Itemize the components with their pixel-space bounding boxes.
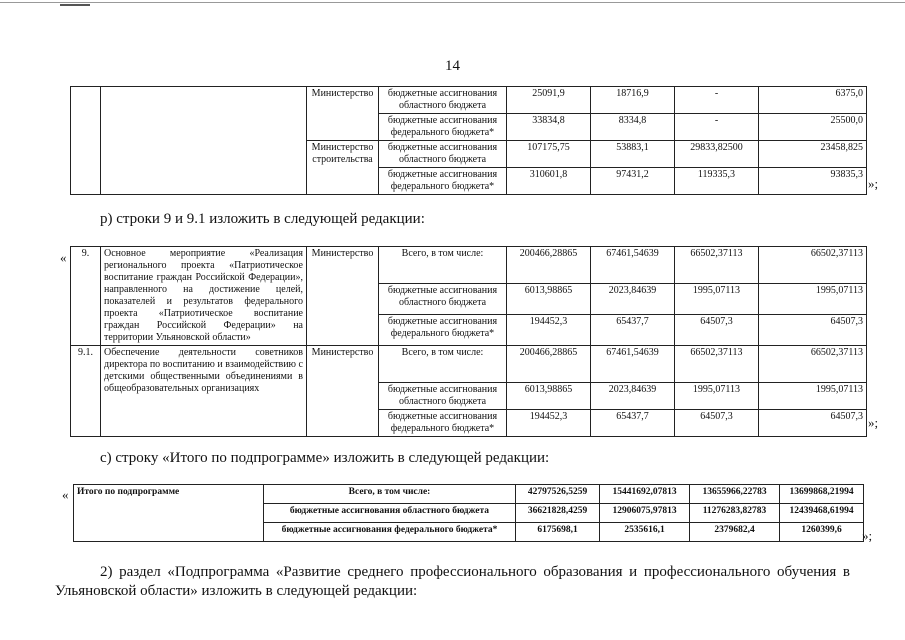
value-cell: 67461,54639 [591,247,675,284]
value-cell: 65437,7 [591,410,675,437]
heading-s: с) строку «Итого по подпрограмме» изложить в следующей редакции: [100,450,550,466]
value-cell: 13699868,21994 [780,485,864,504]
table-row [74,485,864,504]
value-cell: 23458,825 [759,141,867,168]
scan-mark [60,4,90,6]
table-total [73,484,864,542]
table-row [71,346,867,383]
source-cell: Всего, в том числе: [264,485,516,504]
table-row [71,87,867,114]
value-cell: 194452,3 [507,410,591,437]
table3-opening-quote: « [62,487,69,502]
value-cell: 2023,84639 [591,383,675,410]
value-cell: 200466,28865 [507,247,591,284]
value-cell: 64507,3 [759,315,867,346]
value-cell: 6175698,1 [516,523,600,542]
value-cell: 64507,3 [675,410,759,437]
source-cell: Всего, в том числе: [379,346,507,383]
row-number-cell: 9. [71,247,101,346]
value-cell: 53883,1 [591,141,675,168]
value-cell: 6013,98865 [507,383,591,410]
value-cell: 2535616,1 [600,523,690,542]
value-cell: 12906075,97813 [600,504,690,523]
source-cell: бюджетные ассигнования областного бюджета [379,383,507,410]
source-cell: бюджетные ассигнования федерального бюджета* [379,168,507,195]
row-number-cell: 9.1. [71,346,101,437]
table2-opening-quote: « [60,250,67,265]
value-cell: 6375,0 [759,87,867,114]
value-cell: 93835,3 [759,168,867,195]
value-cell: 310601,8 [507,168,591,195]
ministry-cell: Министерство [307,247,379,346]
value-cell: 1995,07113 [675,383,759,410]
source-cell: бюджетные ассигнования федерального бюджета* [379,410,507,437]
table-row [71,247,867,284]
table3-closing-quote: »; [862,528,873,543]
value-cell: 97431,2 [591,168,675,195]
source-cell: бюджетные ассигнования федерального бюджета* [379,114,507,141]
value-cell: 13655966,22783 [690,485,780,504]
value-cell: 12439468,61994 [780,504,864,523]
heading-p: р) строки 9 и 9.1 изложить в следующей редакции: [100,211,425,227]
ministry-cell: Министерство [307,346,379,437]
value-cell: 29833,82500 [675,141,759,168]
paragraph-section-2: 2) раздел «Подпрограмма «Развитие среднего профессионального образования и профессионального обучения в Ульяновской области» изложить в следующей редакции: [55,564,850,599]
value-cell: 1995,07113 [675,284,759,315]
value-cell: 11276283,82783 [690,504,780,523]
source-cell: бюджетные ассигнования федерального бюджета* [379,315,507,346]
value-cell: - [675,114,759,141]
source-cell: бюджетные ассигнования областного бюджета [264,504,516,523]
value-cell: 66502,37113 [675,346,759,383]
value-cell: 66502,37113 [675,247,759,284]
activity-name-cell: Основное мероприятие «Реализация регионального проекта «Патриотическое воспитание граждан Российской Федерации», направленного на достижение целей, показателей и результатов федерального проекта «Патриотическое воспитание граждан Российской Федерации» на территории Ульяновской области» [101,247,307,346]
value-cell: 64507,3 [675,315,759,346]
table2-closing-quote: »; [868,415,879,430]
value-cell: 64507,3 [759,410,867,437]
source-cell: Всего, в том числе: [379,247,507,284]
value-cell: 107175,75 [507,141,591,168]
table-continuation [70,86,867,195]
scan-edge-line [0,2,905,3]
value-cell: 119335,3 [675,168,759,195]
table-rows-9 [70,246,867,437]
value-cell: 18716,9 [591,87,675,114]
source-cell: бюджетные ассигнования федерального бюджета* [264,523,516,542]
total-title-cell: Итого по подпрограмме [74,485,264,542]
ministry-cell: Министерство [307,87,379,141]
value-cell: 66502,37113 [759,247,867,284]
page-number: 14 [445,58,460,74]
value-cell: - [675,87,759,114]
value-cell: 33834,8 [507,114,591,141]
value-cell: 1260399,6 [780,523,864,542]
value-cell: 25500,0 [759,114,867,141]
source-cell: бюджетные ассигнования областного бюджета [379,284,507,315]
source-cell: бюджетные ассигнования областного бюджета [379,87,507,114]
value-cell: 194452,3 [507,315,591,346]
value-cell: 6013,98865 [507,284,591,315]
empty-cell [71,87,101,195]
value-cell: 36621828,4259 [516,504,600,523]
value-cell: 42797526,5259 [516,485,600,504]
value-cell: 2379682,4 [690,523,780,542]
value-cell: 25091,9 [507,87,591,114]
empty-cell [101,87,307,195]
source-cell: бюджетные ассигнования областного бюджета [379,141,507,168]
value-cell: 200466,28865 [507,346,591,383]
activity-name-cell: Обеспечение деятельности советников директора по воспитанию и взаимодействию с детскими общественными объединениями в общеобразовательных организациях [101,346,307,437]
table1-closing-quote: »; [868,176,879,191]
value-cell: 8334,8 [591,114,675,141]
value-cell: 2023,84639 [591,284,675,315]
value-cell: 65437,7 [591,315,675,346]
value-cell: 1995,07113 [759,383,867,410]
value-cell: 15441692,07813 [600,485,690,504]
value-cell: 1995,07113 [759,284,867,315]
value-cell: 67461,54639 [591,346,675,383]
value-cell: 66502,37113 [759,346,867,383]
ministry-cell: Министерство строительства [307,141,379,195]
